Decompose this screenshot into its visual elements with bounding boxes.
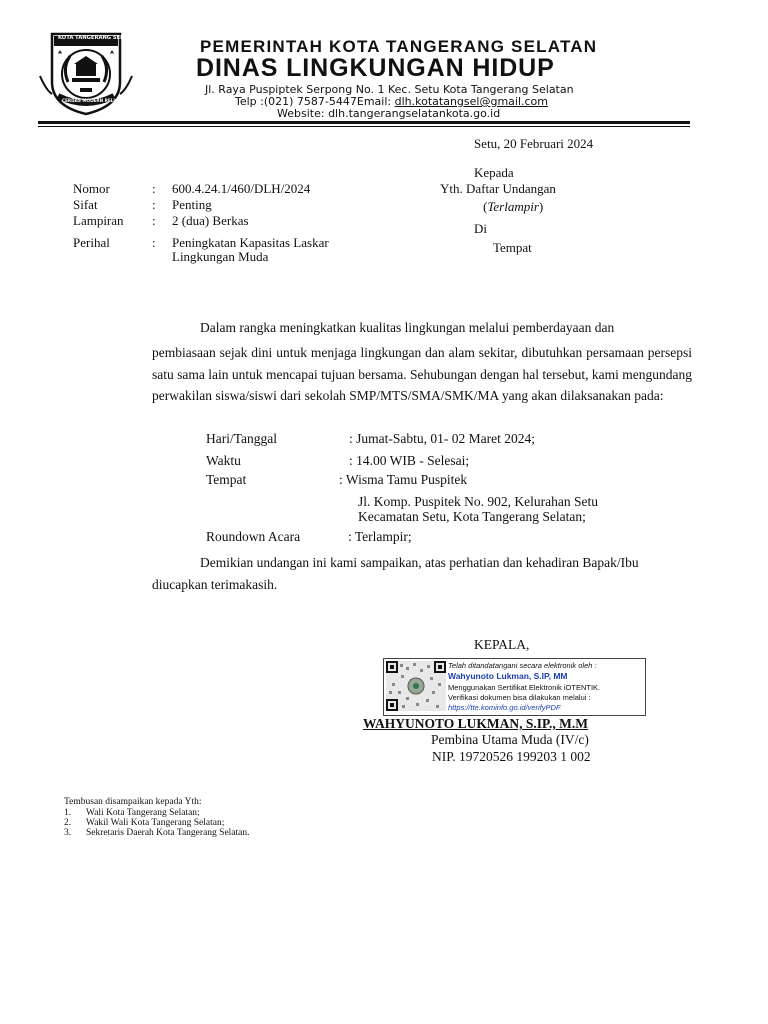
- detail-rundown-value: : Terlampir;: [348, 529, 412, 544]
- meta-perihal-sep: :: [152, 235, 156, 250]
- date-line: Setu, 20 Februari 2024: [474, 136, 594, 151]
- cc-item-num: 1.: [64, 808, 72, 818]
- closing-line2: diucapkan terimakasih.: [152, 577, 278, 592]
- cc-item-text: Wakil Wali Kota Tangerang Selatan;: [86, 818, 225, 828]
- body-paragraph: pembiasaan sejak dini untuk menjaga lingkungan dan alam sekitar, dibutuhkan persamaan persepsi satu sama lain untuk mencapai tujuan bersama. Sehubungan dengan hal tersebut, kami mengundang perwakilan siswa/siswi dari sekolah SMP/MTS/SMA/SMK/MA yang akan dilaksanakan pada:: [152, 345, 692, 403]
- government-title: PEMERINTAH KOTA TANGERANG SELATAN: [200, 37, 598, 56]
- detail-hari-label: Hari/Tanggal: [206, 431, 278, 446]
- meta-perihal-value-line2: Lingkungan Muda: [172, 249, 269, 264]
- electronic-signature-box: [383, 658, 646, 716]
- agency-title: DINAS LINGKUNGAN HIDUP: [196, 54, 555, 82]
- header-rule-thick: [38, 121, 690, 124]
- phone-email-label: Telp :(021) 7587-5447Email:: [235, 95, 395, 108]
- esign-verify-link[interactable]: https://tte.kominfo.go.id/verifyPDF: [448, 703, 561, 712]
- email-link[interactable]: dlh.kotatangsel@gmail.com: [394, 95, 548, 108]
- recipient-di: Di: [474, 221, 487, 236]
- detail-hari-value: : Jumat-Sabtu, 01- 02 Maret 2024;: [349, 431, 535, 446]
- cc-item-text: Wali Kota Tangerang Selatan;: [86, 808, 200, 818]
- detail-tempat-label: Tempat: [206, 472, 247, 487]
- cc-heading: Tembusan disampaikan kepada Yth:: [64, 797, 202, 807]
- meta-lampiran-sep: :: [152, 213, 156, 228]
- recipient-tempat: Tempat: [493, 240, 532, 255]
- esign-name: Wahyunoto Lukman, S.IP, MM: [448, 671, 568, 681]
- detail-tempat-value: : Wisma Tamu Puspitek: [339, 472, 468, 487]
- body-paragraph-first-line: Dalam rangka meningkatkan kualitas lingkungan melalui pemberdayaan dan: [200, 320, 615, 335]
- cc-item-text: Sekretaris Daerah Kota Tangerang Selatan.: [86, 828, 250, 838]
- header-rule-thin: [38, 126, 690, 127]
- meta-lampiran-label: Lampiran: [73, 213, 124, 228]
- place-address-line2: Kecamatan Setu, Kota Tangerang Selatan;: [358, 509, 586, 524]
- qr-code-icon: [386, 661, 446, 711]
- meta-sifat-label: Sifat: [73, 197, 98, 212]
- detail-waktu-value: : 14.00 WIB - Selesai;: [349, 453, 470, 468]
- recipient-terlampir: (Terlampir): [483, 199, 544, 214]
- meta-perihal-label: Perihal: [73, 235, 110, 250]
- signer-nip: NIP. 19720526 199203 1 002: [432, 749, 591, 764]
- detail-rundown-label: Roundown Acara: [206, 529, 301, 544]
- website-link[interactable]: dlh.tangerangselatankota.go.id: [328, 107, 501, 120]
- meta-nomor-label: Nomor: [73, 181, 110, 196]
- meta-sifat-value: Penting: [172, 197, 212, 212]
- signer-rank: Pembina Utama Muda (IV/c): [431, 732, 589, 747]
- website-label: Website:: [277, 107, 329, 120]
- address-line: Jl. Raya Puspiptek Serpong No. 1 Kec. Setu Kota Tangerang Selatan: [205, 83, 574, 96]
- place-address-line1: Jl. Komp. Puspitek No. 902, Kelurahan Setu: [358, 494, 598, 509]
- closing-line1: Demikian undangan ini kami sampaikan, atas perhatian dan kehadiran Bapak/Ibu: [200, 555, 639, 570]
- esign-line4: Verifikasi dokumen bisa dilakukan melalui :: [448, 693, 591, 702]
- meta-lampiran-value: 2 (dua) Berkas: [172, 213, 249, 228]
- meta-nomor-sep: :: [152, 181, 156, 196]
- meta-perihal-value: Peningkatan Kapasitas Laskar: [172, 235, 329, 250]
- logo-bottom-text: CERDAS MODERN RELIGIUS: [62, 98, 127, 103]
- meta-nomor-value: 600.4.24.1/460/DLH/2024: [172, 181, 311, 196]
- signer-name: WAHYUNOTO LUKMAN, S.IP., M.M: [363, 716, 589, 731]
- signature-title: KEPALA,: [474, 637, 530, 652]
- detail-waktu-label: Waktu: [206, 453, 241, 468]
- website-line: [277, 107, 500, 120]
- recipient-kepada: Kepada: [474, 165, 514, 180]
- esign-line1: Telah ditandatangani secara elektronik oleh :: [448, 661, 597, 670]
- recipient-yth: Yth. Daftar Undangan: [440, 181, 556, 196]
- logo-top-text: KOTA TANGERANG SELATAN: [58, 35, 139, 41]
- meta-sifat-sep: :: [152, 197, 156, 212]
- esign-line3: Menggunakan Sertifikat Elektronik iOTENTIK.: [448, 683, 601, 692]
- cc-item-num: 3.: [64, 828, 72, 838]
- cc-item-num: 2.: [64, 818, 72, 828]
- city-emblem-logo: [38, 30, 139, 116]
